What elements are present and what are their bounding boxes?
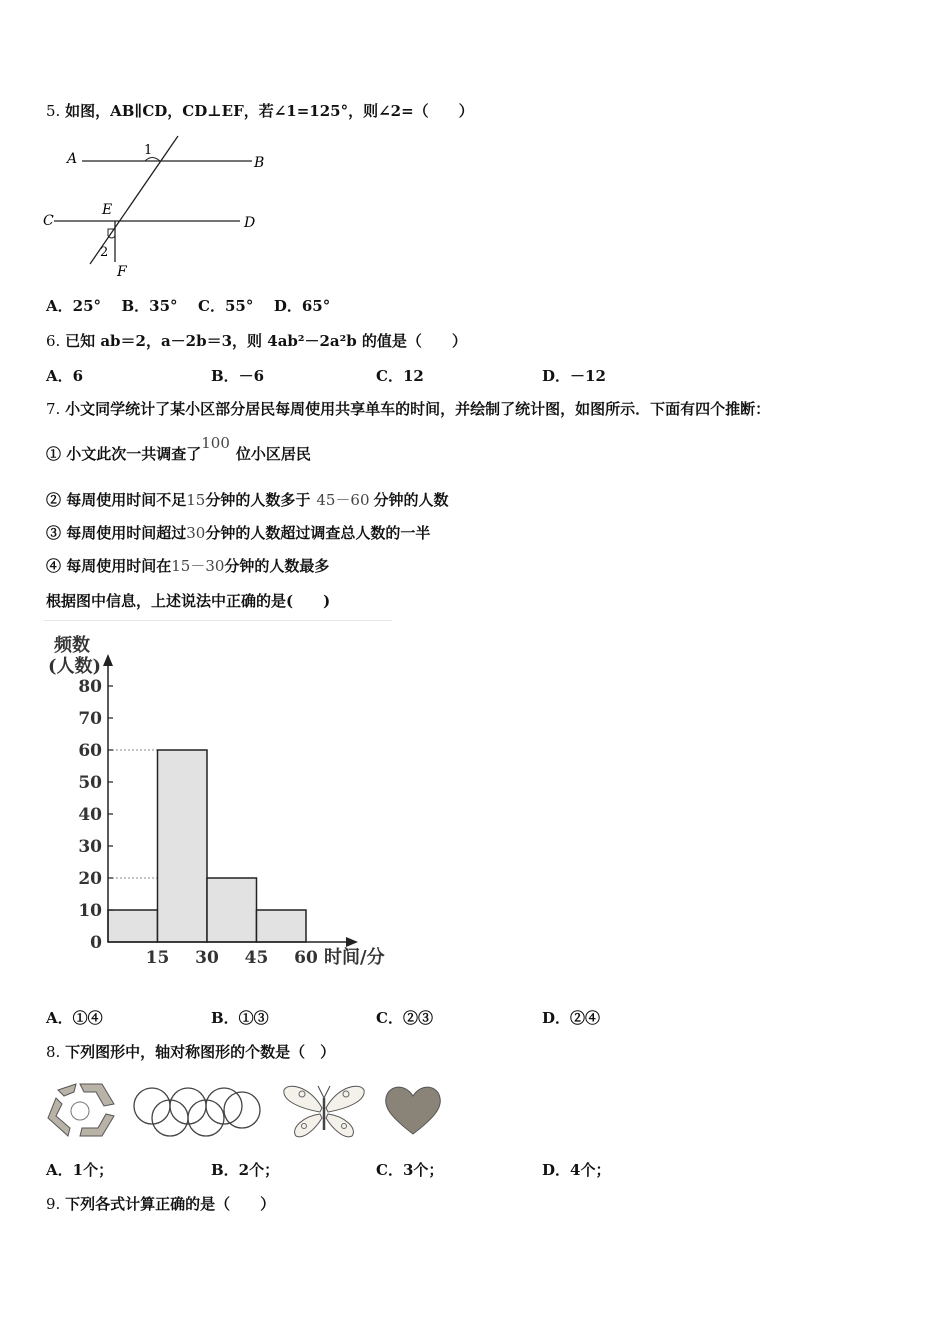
q8-option-a[interactable]: A．1个； bbox=[46, 1161, 114, 1179]
y-tick-label-10: 10 bbox=[78, 901, 102, 921]
q8-text: 下列图形中，轴对称图形的个数是（ ） bbox=[65, 1043, 336, 1061]
y-axis-label-line2: (人数) bbox=[48, 656, 102, 677]
q5-options bbox=[46, 296, 330, 316]
chain-hexagon-figure bbox=[44, 1080, 116, 1142]
label-a: A bbox=[67, 151, 78, 167]
q7-stem bbox=[46, 399, 770, 419]
q8-option-d[interactable]: D．4个； bbox=[542, 1161, 611, 1179]
histogram-bar-60 bbox=[257, 910, 307, 942]
q7-option-a[interactable]: A．①④ bbox=[46, 1009, 103, 1027]
label-d: D bbox=[244, 215, 256, 231]
q5-figure bbox=[40, 132, 280, 282]
x-tick-label-45: 45 bbox=[244, 948, 269, 968]
y-tick-label-0: 0 bbox=[90, 933, 102, 953]
q5-option-c[interactable]: C．55° bbox=[198, 297, 254, 315]
label-angle1: 1 bbox=[144, 143, 153, 158]
q7-option-c[interactable]: C．②③ bbox=[376, 1009, 433, 1027]
label-e: E bbox=[102, 202, 113, 218]
q6-text: 已知 ab＝2，a－2b＝3，则 4ab²－2a²b 的值是（ ） bbox=[65, 332, 467, 350]
q5-number: 5. bbox=[46, 102, 61, 120]
butterfly-figure bbox=[280, 1080, 368, 1140]
q8-option-c[interactable]: C．3个； bbox=[376, 1161, 444, 1179]
y-tick-label-30: 30 bbox=[78, 837, 102, 857]
q6-option-a[interactable]: A．6 bbox=[46, 367, 84, 385]
x-axis-label: 时间/分 bbox=[324, 947, 385, 968]
q7-statement-2: ② 每周使用时间不足15分钟的人数多于 45－60 分钟的人数 bbox=[46, 491, 449, 509]
label-c: C bbox=[43, 213, 54, 229]
q5-option-d[interactable]: D．65° bbox=[273, 297, 331, 315]
q6-stem bbox=[46, 331, 467, 351]
histogram-bar-15 bbox=[108, 910, 158, 942]
q7-statement-1: ① 小文此次一共调查了100位小区居民 bbox=[46, 434, 311, 463]
x-tick-label-15: 15 bbox=[145, 948, 170, 968]
q9-stem bbox=[46, 1194, 275, 1214]
q7-statement-4: ④ 每周使用时间在15－30分钟的人数最多 bbox=[46, 557, 330, 575]
q9-number: 9. bbox=[46, 1195, 61, 1213]
label-angle2: 2 bbox=[100, 245, 109, 260]
y-tick-label-60: 60 bbox=[78, 741, 102, 761]
chart-top-rule bbox=[44, 620, 392, 621]
q5-option-b[interactable]: B．35° bbox=[121, 297, 178, 315]
y-tick-label-50: 50 bbox=[78, 773, 102, 793]
histogram-bar-30 bbox=[158, 750, 208, 942]
angle2-arc bbox=[108, 236, 115, 238]
q6-option-c[interactable]: C．12 bbox=[376, 367, 424, 385]
olympic-rings-figure bbox=[130, 1084, 270, 1140]
y-tick-label-80: 80 bbox=[78, 677, 102, 697]
y-tick-label-40: 40 bbox=[78, 805, 102, 825]
q8-number: 8. bbox=[46, 1043, 61, 1061]
q7-statement-3: ③ 每周使用时间超过30分钟的人数超过调查总人数的一半 bbox=[46, 524, 431, 542]
histogram-bar-45 bbox=[207, 878, 257, 942]
x-tick-label-60: 60 bbox=[294, 948, 318, 968]
q7-option-b[interactable]: B．①③ bbox=[211, 1009, 269, 1027]
y-tick-label-20: 20 bbox=[78, 869, 102, 889]
x-axis-arrow bbox=[346, 937, 358, 947]
q5-stem bbox=[46, 101, 474, 121]
q6-option-d[interactable]: D．－12 bbox=[542, 367, 606, 385]
q9-text: 下列各式计算正确的是（ ） bbox=[65, 1195, 276, 1213]
q7-number: 7. bbox=[46, 400, 61, 418]
q6-number: 6. bbox=[46, 332, 61, 350]
q7-question: 根据图中信息，上述说法中正确的是( ) bbox=[46, 592, 331, 610]
q7-text: 小文同学统计了某小区部分居民每周使用共享单车的时间，并绘制了统计图，如图所示．下面有四个推断： bbox=[65, 400, 771, 418]
q6-option-b[interactable]: B．－6 bbox=[211, 367, 265, 385]
q5-option-a[interactable]: A．25° bbox=[46, 297, 102, 315]
q8-stem bbox=[46, 1042, 335, 1062]
x-tick-label-30: 30 bbox=[195, 948, 219, 968]
q7-option-d[interactable]: D．②④ bbox=[542, 1009, 601, 1027]
q8-option-b[interactable]: B．2个； bbox=[211, 1161, 280, 1179]
label-b: B bbox=[254, 155, 265, 171]
y-axis-label-line1: 频数 bbox=[54, 635, 90, 656]
histogram-chart bbox=[44, 628, 404, 978]
label-f: F bbox=[117, 264, 127, 280]
q5-text: 如图，AB∥CD，CD⊥EF，若∠1=125°，则∠2=（ ） bbox=[65, 102, 474, 120]
heart-figure bbox=[382, 1082, 444, 1138]
y-axis-arrow bbox=[103, 654, 113, 666]
y-tick-label-70: 70 bbox=[78, 709, 102, 729]
